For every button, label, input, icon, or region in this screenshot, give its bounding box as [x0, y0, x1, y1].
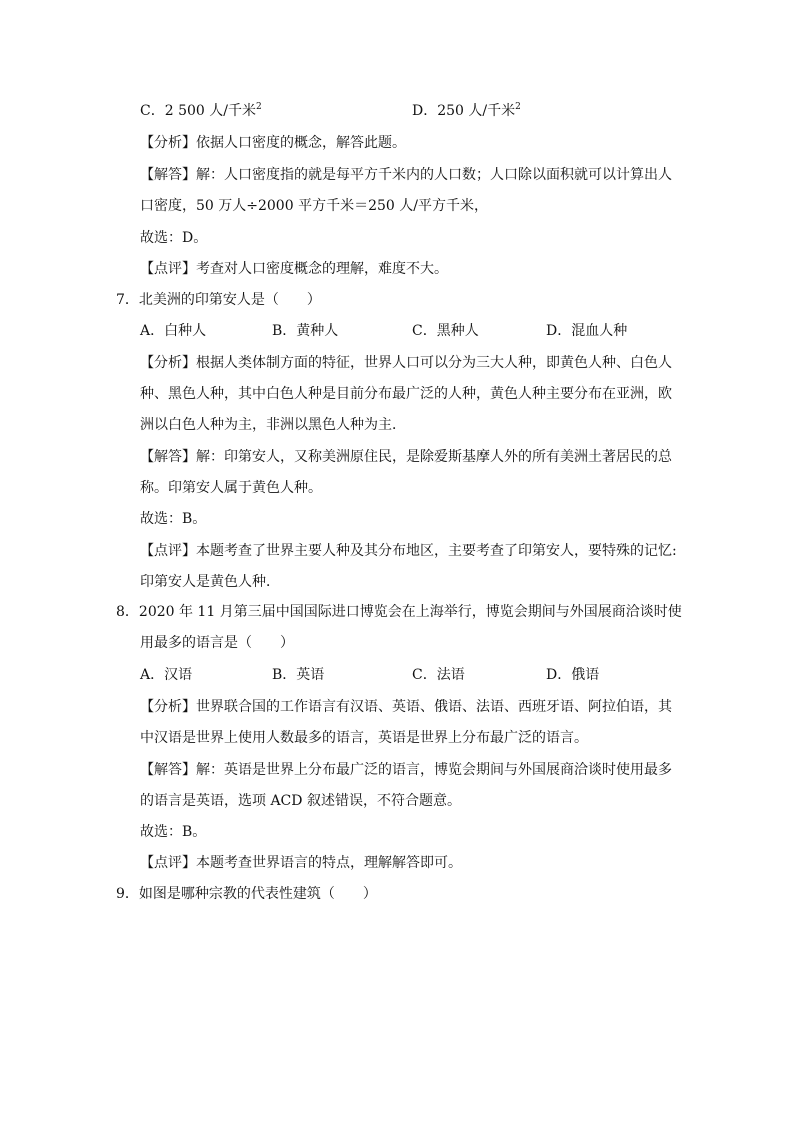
q7-analysis-cont-1: 种、黑色人种，其中白色人种是目前分布最广泛的人种，黄色人种主要分布在亚洲，欧 — [140, 386, 672, 402]
q6-answer — [140, 165, 672, 185]
q7-option-b[interactable]: B．黄种人 — [272, 323, 339, 339]
q6-analysis — [140, 133, 406, 153]
q8-answer — [140, 760, 672, 780]
q8-stem: 8．2020 年 11 月第三届中国国际进口博览会在上海举行，博览会期间与外国展商洽谈时使 — [116, 604, 682, 620]
q8-option-d[interactable]: D．俄语 — [546, 667, 600, 683]
q7-option-c[interactable]: C．黑种人 — [412, 323, 479, 339]
q7-option-a[interactable]: A．白种人 — [140, 323, 207, 339]
q7-option-d[interactable]: D．混血人种 — [546, 323, 628, 339]
analysis-tag: 【分析】 — [140, 699, 196, 715]
q8-option-c[interactable]: C．法语 — [412, 667, 465, 683]
comment-text: 考查对人口密度概念的理解，难度不大。 — [196, 261, 448, 277]
comment-tag: 【点评】 — [140, 855, 196, 871]
q6-comment — [140, 259, 448, 279]
analysis-text: 依据人口密度的概念，解答此题。 — [196, 135, 406, 151]
answer-text: 解：印第安人，又称美洲原住民，是除爱斯基摩人外的所有美洲土著居民的总 — [196, 449, 672, 465]
q8-answer-cont: 的语言是英语，选项 ACD 叙述错误，不符合题意。 — [140, 793, 461, 809]
q6-option-c[interactable] — [140, 101, 262, 121]
q7-answer — [140, 447, 672, 467]
q6-answer-cont: 口密度，50 万人÷2000 平方千米＝250 人/平方千米， — [140, 198, 488, 214]
comment-text: 本题考查世界语言的特点，理解解答即可。 — [196, 855, 462, 871]
answer-tag: 【解答】 — [140, 167, 196, 183]
q8-option-b[interactable]: B．英语 — [272, 667, 325, 683]
answer-text: 解：人口密度指的就是每平方千米内的人口数；人口除以面积就可以计算出人 — [196, 167, 672, 183]
answer-tag: 【解答】 — [140, 449, 196, 465]
q6-option-c-text: C．2 500 人/千米 — [140, 103, 256, 119]
q7-stem: 7．北美洲的印第安人是（ ） — [116, 292, 321, 308]
q7-answer-cont: 称。印第安人属于黄色人种。 — [140, 480, 322, 496]
q8-analysis — [140, 697, 672, 717]
q8-option-a[interactable]: A．汉语 — [140, 667, 193, 683]
q7-analysis-cont-2: 洲以白色人种为主，非洲以黑色人种为主． — [140, 417, 406, 433]
q7-analysis — [140, 353, 672, 373]
q8-choice: 故选：B。 — [140, 824, 207, 840]
analysis-text: 世界联合国的工作语言有汉语、英语、俄语、法语、西班牙语、阿拉伯语，其 — [196, 699, 672, 715]
q6-option-d-sup: 2 — [515, 102, 521, 112]
q7-comment-cont: 印第安人是黄色人种． — [140, 574, 280, 590]
q6-choice: 故选：D。 — [140, 230, 208, 246]
q8-analysis-cont: 中汉语是世界上使用人数最多的语言，英语是世界上分布最广泛的语言。 — [140, 730, 588, 746]
q7-comment — [140, 541, 677, 561]
q8-comment — [140, 853, 462, 873]
analysis-text: 根据人类体制方面的特征，世界人口可以分为三大人种，即黄色人种、白色人 — [196, 355, 672, 371]
q8-stem-cont: 用最多的语言是（ ） — [140, 635, 294, 651]
q6-option-d-text: D．250 人/千米 — [412, 103, 516, 119]
comment-tag: 【点评】 — [140, 543, 196, 559]
comment-tag: 【点评】 — [140, 261, 196, 277]
analysis-tag: 【分析】 — [140, 355, 196, 371]
analysis-tag: 【分析】 — [140, 135, 196, 151]
q7-choice: 故选：B。 — [140, 511, 207, 527]
answer-tag: 【解答】 — [140, 762, 196, 778]
q6-option-c-sup: 2 — [255, 102, 262, 112]
comment-text: 本题考查了世界主要人种及其分布地区，主要考查了印第安人，要特殊的记忆: — [196, 543, 677, 559]
q6-option-d[interactable] — [412, 101, 521, 121]
answer-text: 解：英语是世界上分布最广泛的语言，博览会期间与外国展商洽谈时使用最多 — [196, 762, 672, 778]
q9-stem: 9．如图是哪种宗教的代表性建筑（ ） — [116, 886, 377, 902]
